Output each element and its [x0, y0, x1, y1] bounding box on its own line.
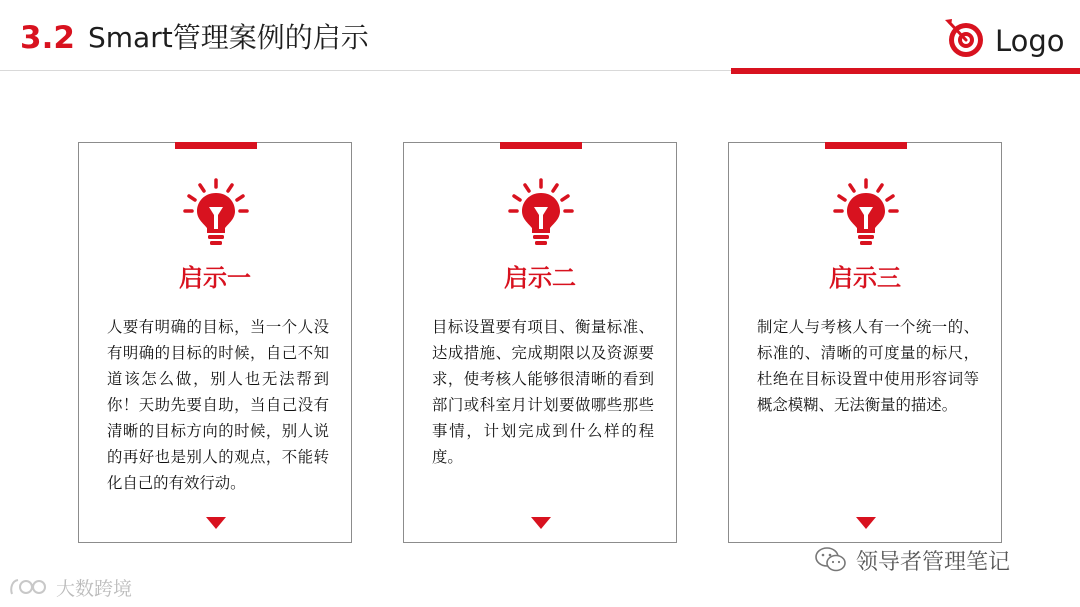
header-accent-bar — [731, 68, 1080, 74]
slide-header — [0, 0, 1080, 75]
corner-watermark — [8, 574, 132, 600]
card-text: 人要有明确的目标，当一个人没有明确的目标的时候，自己不知道该怎么做，别人也无法帮到你！天助先要自助，当自己没有清晰的目标方向的时候，别人说的再好也是别人的观点，不能转化自己的有效行动。 — [107, 318, 329, 492]
card-title: 启示一 — [179, 264, 251, 292]
card-title: 启示二 — [504, 264, 576, 292]
card-accent-bar — [175, 142, 257, 149]
lightbulb-icon — [506, 177, 576, 249]
target-icon — [943, 16, 987, 60]
insight-card-2 — [403, 142, 677, 543]
triangle-down-icon — [206, 517, 226, 529]
corner-watermark-text: 大数跨境 — [56, 577, 133, 600]
logo-text: Logo — [995, 24, 1065, 58]
lightbulb-icon — [831, 177, 901, 249]
card-accent-bar — [500, 142, 582, 149]
section-number: 3.2 — [20, 20, 75, 56]
insight-card-1 — [78, 142, 352, 543]
card-text: 目标设置要有项目、衡量标准、达成措施、完成期限以及资源要求，使考核人能够很清晰的看到部门或科室月计划要做哪些那些事情，计划完成到什么样的程度。 — [432, 318, 654, 466]
wechat-icon — [814, 546, 848, 574]
page-title: Smart管理案例的启示 — [88, 21, 369, 54]
wechat-account-name: 领导者管理笔记 — [856, 549, 1011, 575]
insight-card-3 — [728, 142, 1002, 543]
triangle-down-icon — [856, 517, 876, 529]
wechat-watermark — [814, 542, 1010, 578]
card-accent-bar — [825, 142, 907, 149]
card-title: 启示三 — [829, 264, 901, 292]
brand-icon — [8, 576, 50, 598]
triangle-down-icon — [531, 517, 551, 529]
lightbulb-icon — [181, 177, 251, 249]
card-text: 制定人与考核人有一个统一的、标准的、清晰的可度量的标尺，杜绝在目标设置中使用形容词等概念模糊、无法衡量的描述。 — [757, 318, 979, 414]
